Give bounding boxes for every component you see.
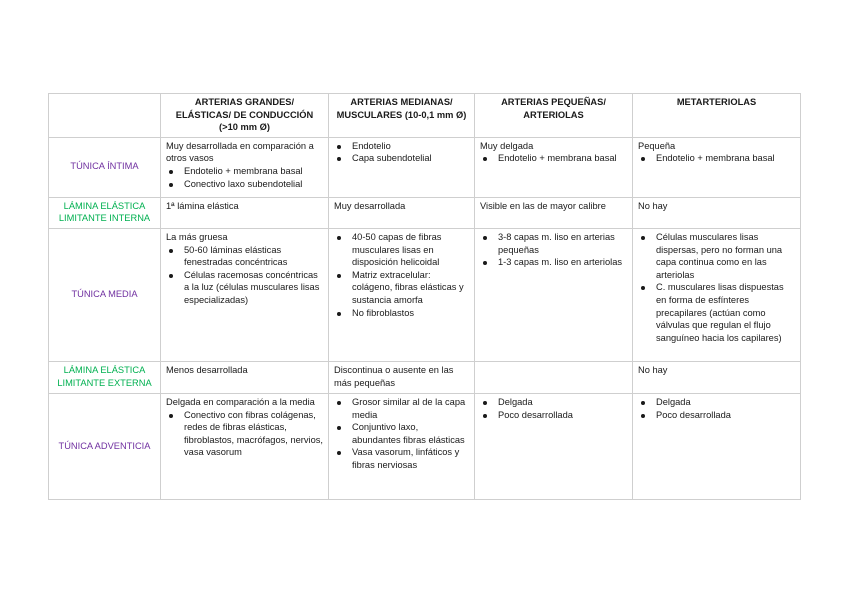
list-item: 3-8 capas m. liso en arterias pequeñas	[492, 231, 627, 256]
bullet-list	[638, 396, 795, 421]
row-label-tunica-intima: TÚNICA ÍNTIMA	[49, 137, 161, 197]
bullet-list	[166, 244, 323, 307]
bullet-list	[480, 152, 627, 165]
bullet-list	[638, 231, 795, 344]
table-cell	[633, 137, 801, 197]
list-item: Conectivo laxo subendotelial	[178, 178, 323, 191]
list-item: Delgada	[492, 396, 627, 409]
table-row	[49, 228, 801, 361]
list-item: 50-60 láminas elásticas fenestradas concéntricas	[178, 244, 323, 269]
list-item: Conjuntivo laxo, abundantes fibras elásticas	[346, 421, 469, 446]
cell-text: 1ª lámina elástica	[166, 200, 239, 211]
table-cell	[475, 197, 633, 228]
list-item: Endotelio + membrana basal	[178, 165, 323, 178]
cell-text: Visible en las de mayor calibre	[480, 200, 606, 211]
table-cell	[329, 228, 475, 361]
table-cell	[329, 393, 475, 499]
bullet-list	[334, 231, 469, 319]
list-item: 40-50 capas de fibras musculares lisas en disposición helicoidal	[346, 231, 469, 269]
list-item: Delgada	[650, 396, 795, 409]
cell-text: Muy delgada	[480, 140, 534, 151]
bullet-list	[480, 396, 627, 421]
bullet-list	[166, 409, 323, 459]
list-item: Capa subendotelial	[346, 152, 469, 165]
bullet-list	[480, 231, 627, 269]
table-cell	[329, 197, 475, 228]
row-label-tunica-adventicia: TÚNICA ADVENTICIA	[49, 393, 161, 499]
bullet-list	[334, 396, 469, 472]
list-item: Poco desarrollada	[650, 409, 795, 422]
list-item: No fibroblastos	[346, 307, 469, 320]
table-cell	[161, 228, 329, 361]
cell-text: No hay	[638, 364, 668, 375]
table-row	[49, 393, 801, 499]
list-item: Endotelio	[346, 140, 469, 153]
cell-text: Delgada en comparación a la media	[166, 396, 315, 407]
table-cell	[475, 228, 633, 361]
bullet-list	[334, 140, 469, 165]
row-label-lamina-interna: LÁMINA ELÁSTICA LIMITANTE INTERNA	[49, 197, 161, 228]
cell-text: Muy desarrollada	[334, 200, 406, 211]
list-item: Células musculares lisas dispersas, pero no forman una capa continua como en las arteriolas	[650, 231, 795, 281]
vessel-comparison-table	[48, 93, 801, 500]
table-cell	[633, 228, 801, 361]
table-cell	[329, 361, 475, 393]
cell-text: Menos desarrollada	[166, 364, 248, 375]
table-cell	[475, 361, 633, 393]
table-row	[49, 197, 801, 228]
list-item: Matriz extracelular: colágeno, fibras elásticas y sustancia amorfa	[346, 269, 469, 307]
bullet-list	[166, 165, 323, 190]
cell-text: Muy desarrollada en comparación a otros vasos	[166, 140, 314, 164]
table-cell	[475, 137, 633, 197]
table-cell	[161, 197, 329, 228]
cell-text: La más gruesa	[166, 231, 228, 242]
header-metarterioles: METARTERIOLAS	[633, 94, 801, 138]
row-label-tunica-media: TÚNICA MEDIA	[49, 228, 161, 361]
table-cell	[161, 137, 329, 197]
list-item: 1-3 capas m. liso en arteriolas	[492, 256, 627, 269]
header-row	[49, 94, 801, 138]
row-label-lamina-externa: LÁMINA ELÁSTICA LIMITANTE EXTERNA	[49, 361, 161, 393]
list-item: Endotelio + membrana basal	[650, 152, 795, 165]
table-row	[49, 137, 801, 197]
table-cell	[633, 393, 801, 499]
table-cell	[329, 137, 475, 197]
list-item: Conectivo con fibras colágenas, redes de fibras elásticas, fibroblastos, macrófagos, nervios, vasa vasorum	[178, 409, 323, 459]
cell-text: No hay	[638, 200, 668, 211]
list-item: Endotelio + membrana basal	[492, 152, 627, 165]
bullet-list	[638, 152, 795, 165]
header-small-arteries: ARTERIAS PEQUEÑAS/ ARTERIOLAS	[475, 94, 633, 138]
header-large-arteries: ARTERIAS GRANDES/ ELÁSTICAS/ DE CONDUCCIÓN (>10 mm Ø)	[161, 94, 329, 138]
list-item: Células racemosas concéntricas a la luz (células musculares lisas especializadas)	[178, 269, 323, 307]
header-medium-arteries: ARTERIAS MEDIANAS/ MUSCULARES (10-0,1 mm Ø)	[329, 94, 475, 138]
list-item: Poco desarrollada	[492, 409, 627, 422]
cell-text: Pequeña	[638, 140, 676, 151]
cell-text: Discontinua o ausente en las más pequeñas	[334, 364, 454, 388]
table-cell	[161, 361, 329, 393]
corner-cell	[49, 94, 161, 138]
table-cell	[633, 361, 801, 393]
list-item: C. musculares lisas dispuestas en forma de esfínteres precapilares (actúan como válvulas que regulan el flujo sanguíneo hacia los capilares)	[650, 281, 795, 344]
table-row	[49, 361, 801, 393]
list-item: Grosor similar al de la capa media	[346, 396, 469, 421]
table-cell	[633, 197, 801, 228]
table-cell	[475, 393, 633, 499]
table-cell	[161, 393, 329, 499]
list-item: Vasa vasorum, linfáticos y fibras nerviosas	[346, 446, 469, 471]
